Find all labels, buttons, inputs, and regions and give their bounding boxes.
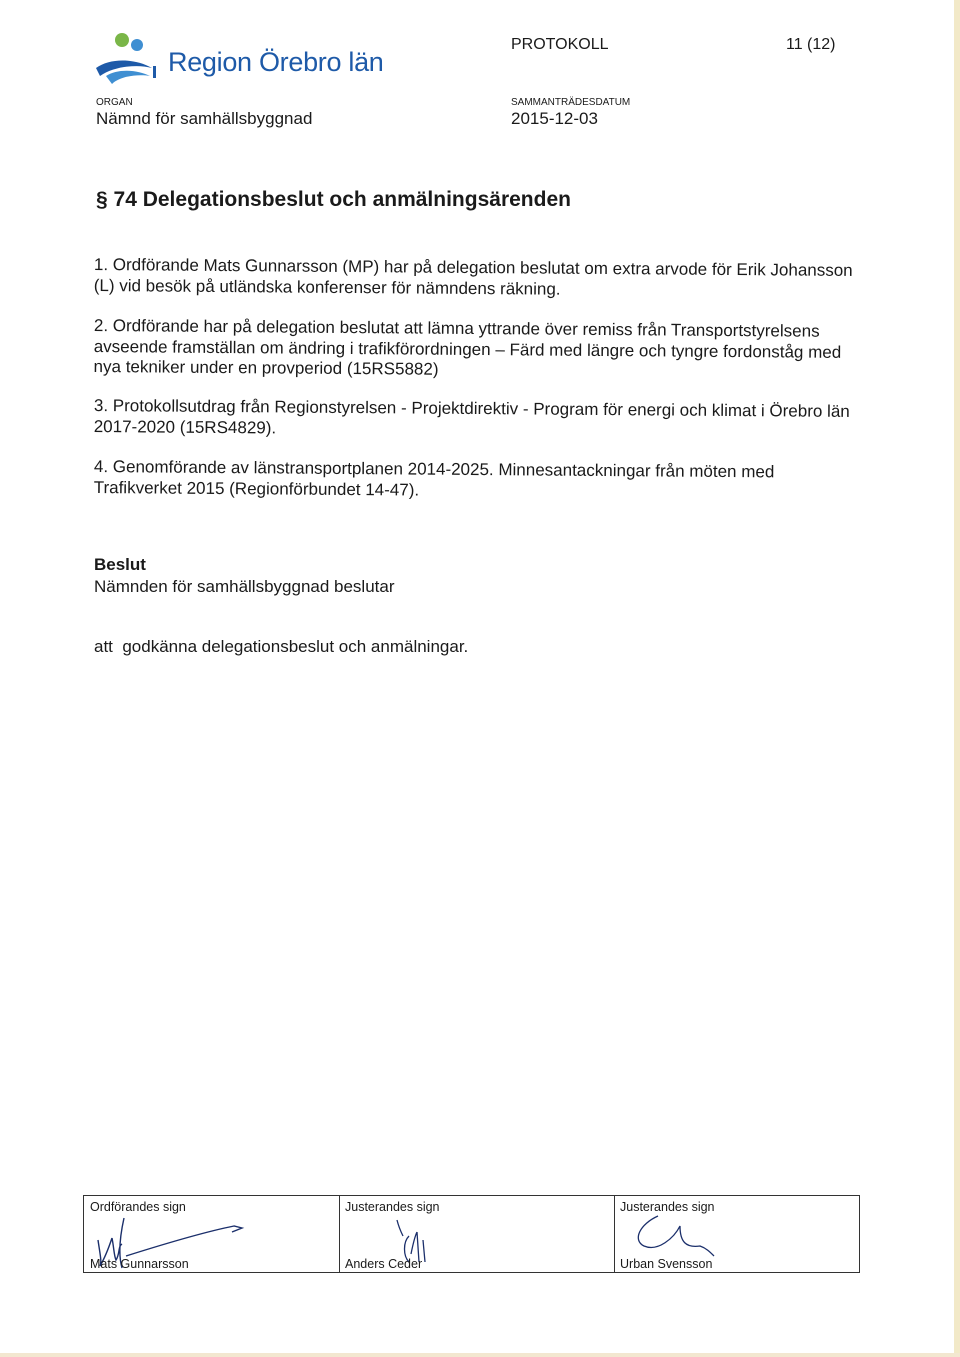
signature-label: Justerandes sign bbox=[620, 1200, 715, 1214]
meeting-date-label: SAMMANTRÄDESDATUM bbox=[511, 97, 631, 108]
meeting-date-value: 2015-12-03 bbox=[511, 109, 598, 128]
list-item: 4. Genomförande av länstransportplanen 2014-2025. Minnesantackningar från möten med Trafikverket 2015 (Regionförbundet 14-47). bbox=[93, 457, 775, 500]
decision-heading: Beslut bbox=[94, 555, 146, 574]
signature-cell bbox=[84, 1196, 340, 1272]
organ-label: ORGAN bbox=[96, 97, 133, 108]
signature-label: Justerandes sign bbox=[345, 1200, 440, 1214]
signature-name: Anders Ceder bbox=[345, 1257, 423, 1271]
signature-name: Urban Svensson bbox=[620, 1257, 713, 1271]
document-type: PROTOKOLL bbox=[511, 36, 609, 53]
list-item: 1. Ordförande Mats Gunnarsson (MP) har på delegation beslutat om extra arvode för Erik Johansson (L) vid besök på utländska konferenser för nämndens räkning. bbox=[93, 255, 853, 299]
signature-table bbox=[83, 1195, 860, 1273]
section-title: § 74 Delegationsbeslut och anmälningsärenden bbox=[96, 188, 571, 211]
signature-cell bbox=[614, 1196, 859, 1272]
list-item: 3. Protokollsutdrag från Regionstyrelsen - Projektdirektiv - Program för energi och klimat i Örebro län 2017-2020 (15RS4829). bbox=[93, 396, 850, 437]
decision-att: att godkänna delegationsbeslut och anmälningar. bbox=[94, 637, 469, 656]
decision-text: Nämnden för samhällsbyggnad beslutar bbox=[94, 577, 395, 596]
scan-edge bbox=[0, 1353, 960, 1357]
signature-name: Mats Gunnarsson bbox=[90, 1257, 189, 1271]
page-number: 11 (12) bbox=[786, 36, 836, 53]
region-orebro-logo-icon bbox=[90, 30, 160, 90]
signature-label: Ordförandes sign bbox=[90, 1200, 186, 1214]
organization-name: Region Örebro län bbox=[168, 47, 384, 77]
organ-value: Nämnd för samhällsbyggnad bbox=[96, 109, 313, 128]
scan-edge bbox=[954, 0, 960, 1357]
signature-cell bbox=[339, 1196, 615, 1272]
list-item: 2. Ordförande har på delegation beslutat att lämna yttrande över remiss från Transportstyrelsens avseende framställan om ändring i trafikförordningen – Färd med längre och tyngre fordonståg med nya tekniker under en provperiod (15RS5882) bbox=[93, 316, 842, 379]
